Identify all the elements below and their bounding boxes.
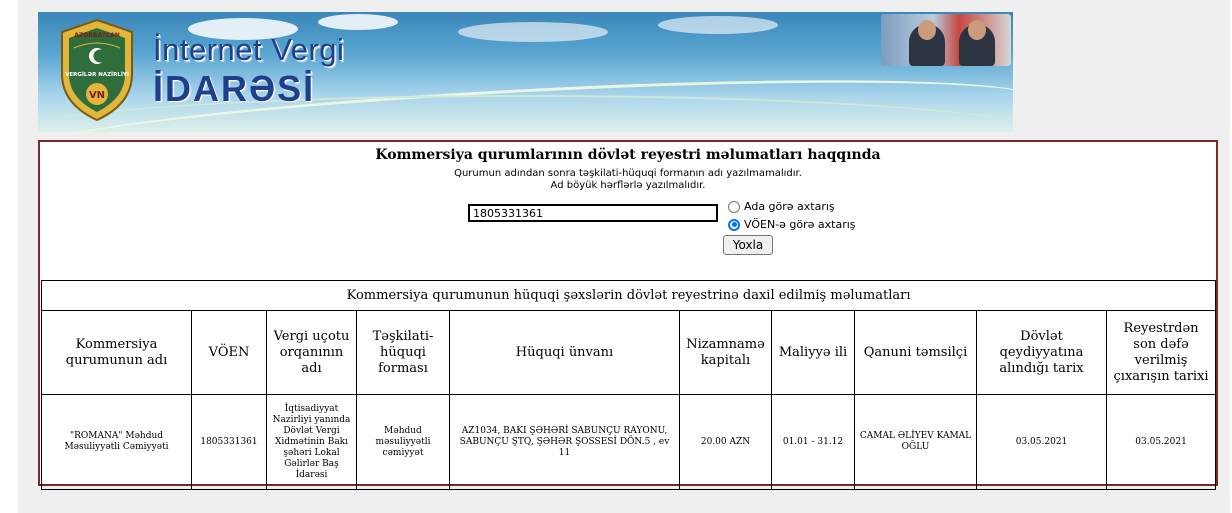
brand-title-line2: İDARƏSİ <box>153 68 316 109</box>
cell-fiscal-year: 01.01 - 31.12 <box>772 395 855 490</box>
radio-option-voen[interactable] <box>728 218 856 231</box>
results-table <box>41 280 1216 490</box>
registry-panel <box>38 140 1218 486</box>
search-input[interactable] <box>468 204 718 222</box>
cell-extract-date: 03.05.2021 <box>1107 395 1216 490</box>
officials-photo <box>881 14 1011 66</box>
cloud-decoration <box>318 14 398 30</box>
header-registration-date: Dövlət qeydiyyatına alındığı tarix <box>977 311 1107 395</box>
cell-tax-authority: İqtisadiyyat Nazirliyi yanında Dövlət Vergi Xidmətinin Bakı şəhəri Lokal Gəlirlər Baş İdarəsi <box>267 395 357 490</box>
header-fiscal-year: Maliyyə ili <box>772 311 855 395</box>
radio-button-name[interactable] <box>728 201 740 213</box>
cloud-decoration <box>658 16 778 34</box>
emblem-mid-text: VERGİLƏR NAZİRLİYİ <box>65 72 129 78</box>
search-note-2: Ad böyük hərflərlə yazılmalıdır. <box>550 180 706 191</box>
header-extract-date: Reyestrdən son dəfə verilmiş çıxarışın tarixi <box>1107 311 1216 395</box>
search-form <box>40 142 1216 280</box>
table-row <box>42 395 1216 490</box>
header-legal-address: Hüquqi ünvanı <box>450 311 680 395</box>
cloud-decoration <box>458 22 608 42</box>
check-button[interactable]: Yoxla <box>723 235 773 255</box>
page-title: Kommersiya qurumlarının dövlət reyestri məlumatları haqqında <box>375 147 881 163</box>
header-legal-representative: Qanuni təmsilçi <box>855 311 977 395</box>
ministry-emblem-logo <box>58 18 136 122</box>
search-note-1: Qurumun adından sonra təşkilati-hüquqi formanın adı yazılmamalıdır. <box>454 168 802 179</box>
brand-title-line1: İnternet Vergi <box>153 32 345 67</box>
header-legal-form: Təşkilati-hüquqi forması <box>357 311 450 395</box>
radio-label-voen: VÖEN-ə görə axtarış <box>744 218 856 231</box>
cell-charter-capital: 20.00 AZN <box>680 395 772 490</box>
cell-registration-date: 03.05.2021 <box>977 395 1107 490</box>
header-voen: VÖEN <box>192 311 267 395</box>
site-banner <box>38 12 1013 132</box>
radio-option-name[interactable] <box>728 200 835 213</box>
emblem-top-text: AZƏRBAYCAN <box>74 32 120 39</box>
radio-button-voen[interactable] <box>728 219 740 231</box>
cell-voen: 1805331361 <box>192 395 267 490</box>
header-tax-authority: Vergi uçotu orqanının adı <box>267 311 357 395</box>
emblem-bottom-text: VN <box>88 90 106 101</box>
cell-company-name: "ROMANA" Məhdud Məsuliyyətli Cəmiyyəti <box>42 395 192 490</box>
header-company-name: Kommersiya qurumunun adı <box>42 311 192 395</box>
cell-legal-representative: CAMAL ƏLİYEV KAMAL OĞLU <box>855 395 977 490</box>
radio-label-name: Ada görə axtarış <box>744 200 835 213</box>
header-charter-capital: Nizamnamə kapitalı <box>680 311 772 395</box>
results-caption: Kommersiya qurumunun hüquqi şəxslərin dövlət reyestrinə daxil edilmiş məlumatları <box>42 281 1216 311</box>
cell-legal-address: AZ1034, BAKI ŞƏHƏRİ SABUNÇU RAYONU, SABUNÇU ŞTQ, ŞƏHƏR ŞOSSESİ DÖN.5 , ev 11 <box>450 395 680 490</box>
cell-legal-form: Məhdud məsuliyyətli cəmiyyət <box>357 395 450 490</box>
table-header-row <box>42 311 1216 395</box>
